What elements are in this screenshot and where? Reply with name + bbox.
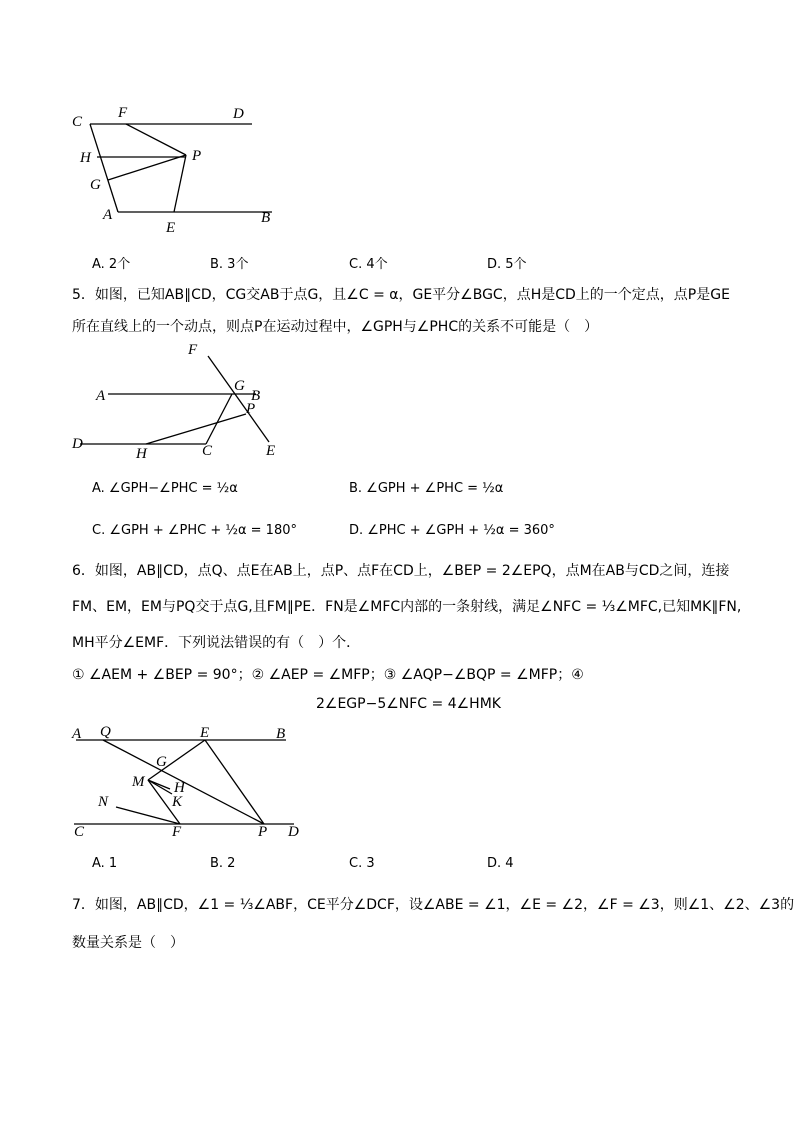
label-C: C	[72, 114, 83, 130]
label-N: N	[98, 794, 109, 810]
label-A: A	[103, 207, 113, 223]
label-G: G	[156, 754, 167, 770]
q6-option-b[interactable]: B. 2	[210, 856, 236, 871]
q7-stem-line2: 数量关系是（ ）	[72, 935, 184, 951]
label-D: D	[233, 106, 244, 122]
label-M: M	[132, 774, 145, 790]
label-E: E	[266, 443, 276, 459]
q4-option-d[interactable]: D. 5个	[487, 257, 527, 272]
label-G: G	[90, 177, 101, 193]
q6-option-d[interactable]: D. 4	[487, 856, 514, 871]
label-A: A	[72, 726, 82, 742]
q5-option-c[interactable]: C. ∠GPH + ∠PHC + ½α = 180°	[92, 523, 297, 538]
q4-option-a[interactable]: A. 2个	[92, 257, 131, 272]
q6-stem-line4: ① ∠AEM + ∠BEP = 90°；② ∠AEP = ∠MFP；③ ∠AQP−∠BQP = ∠MFP；④	[72, 667, 584, 683]
label-H: H	[136, 446, 147, 462]
q5-stem-line2: 所在直线上的一个动点，则点P在运动过程中，∠GPH与∠PHC的关系不可能是（ ）	[72, 319, 599, 335]
q7-stem-line1: 7．如图，AB∥CD，∠1 = ⅓∠ABF，CE平分∠DCF，设∠ABE = ∠1，∠E = ∠2，∠F = ∠3，则∠1、∠2、∠3的	[72, 897, 794, 913]
label-P: P	[258, 824, 268, 840]
label-B: B	[251, 388, 261, 404]
label-K: K	[172, 794, 183, 810]
q5-stem-line1: 5．如图，已知AB∥CD，CG交AB于点G，且∠C = α，GE平分∠BGC，点H是CD上的一个定点，点P是GE	[72, 287, 730, 303]
label-D: D	[72, 436, 83, 452]
label-Q: Q	[100, 724, 111, 740]
q6-stem-line3: MH平分∠EMF．下列说法错误的有（ ）个．	[72, 635, 361, 651]
label-F: F	[188, 342, 198, 358]
label-D: D	[288, 824, 299, 840]
figure-q4	[60, 98, 290, 238]
q6-stem-line5: 2∠EGP−5∠NFC = 4∠HMK	[316, 696, 501, 712]
figure-q5	[66, 338, 296, 463]
label-C: C	[202, 443, 213, 459]
label-C: C	[74, 824, 85, 840]
q6-option-a[interactable]: A. 1	[92, 856, 118, 871]
label-P: P	[192, 148, 202, 164]
label-F: F	[172, 824, 182, 840]
label-H: H	[80, 150, 91, 166]
q5-option-d[interactable]: D. ∠PHC + ∠GPH + ½α = 360°	[349, 523, 555, 538]
q4-option-c[interactable]: C. 4个	[349, 257, 388, 272]
label-G: G	[234, 378, 245, 394]
label-B: B	[261, 210, 271, 226]
label-H: H	[174, 780, 185, 796]
label-E: E	[200, 725, 210, 741]
label-A: A	[96, 388, 106, 404]
q6-stem-line2: FM、EM，EM与PQ交于点G,且FM∥PE．FN是∠MFC内部的一条射线，满足∠NFC = ⅓∠MFC,已知MK∥FN,	[72, 599, 742, 615]
label-B: B	[276, 726, 286, 742]
q6-stem-line1: 6．如图，AB∥CD，点Q、点E在AB上，点P、点F在CD上，∠BEP = 2∠EPQ，点M在AB与CD之间，连接	[72, 563, 730, 579]
label-F: F	[118, 105, 128, 121]
q5-option-a[interactable]: A. ∠GPH−∠PHC = ½α	[92, 481, 238, 496]
label-E: E	[166, 220, 176, 236]
label-P: P	[246, 401, 256, 417]
q6-option-c[interactable]: C. 3	[349, 856, 375, 871]
q4-option-b[interactable]: B. 3个	[210, 257, 249, 272]
q5-option-b[interactable]: B. ∠GPH + ∠PHC = ½α	[349, 481, 504, 496]
figure-q6	[66, 722, 316, 844]
